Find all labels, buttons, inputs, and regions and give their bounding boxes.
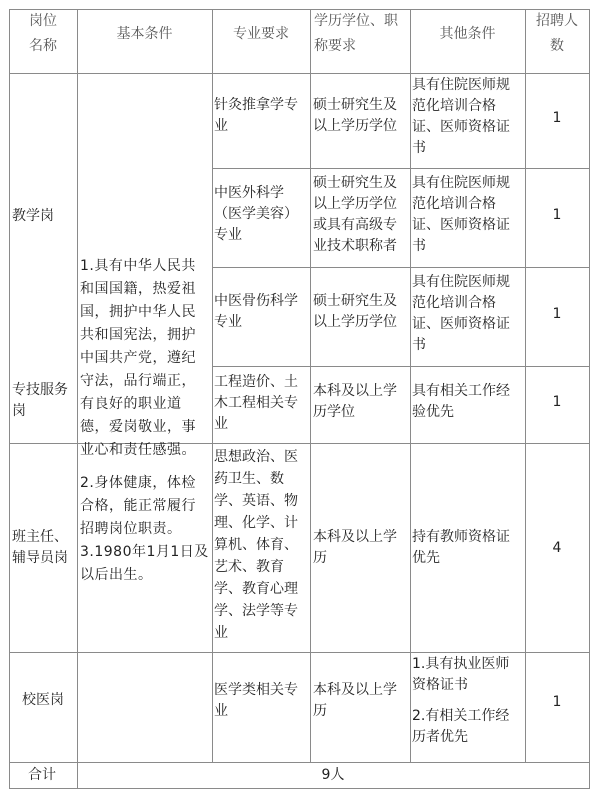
basic-line: 中国共产党，遵纪 bbox=[80, 350, 196, 366]
basic-line: 以后出生。 bbox=[80, 567, 153, 583]
basic-line: 3.1980年1月1日及 bbox=[80, 544, 209, 560]
row3-other: 具有住院医师规 范化培训合格 证、医师资格证 书 bbox=[412, 274, 510, 353]
basic-line: 有良好的职业道 bbox=[80, 396, 182, 412]
row4-degree: 本科及以上学 历学位 bbox=[313, 383, 397, 420]
row6-other: 1.具有执业医师 资格证书 2.有相关工作经 历者优先 bbox=[412, 656, 510, 745]
row1-degree: 硕士研究生及 以上学历学位 bbox=[313, 97, 397, 134]
row1-major: 针灸推拿学专 业 bbox=[214, 97, 298, 134]
header-basic: 基本条件 bbox=[116, 26, 173, 42]
header-major: 专业要求 bbox=[233, 26, 289, 42]
row6-degree: 本科及以上学 历 bbox=[313, 682, 397, 719]
row2-major: 中医外科学 （医学美容） 专业 bbox=[214, 185, 298, 243]
position-teaching: 教学岗 bbox=[12, 208, 54, 224]
total-value: 9人 bbox=[321, 767, 345, 783]
row1-count: 1 bbox=[552, 110, 562, 126]
row2-count: 1 bbox=[552, 207, 562, 223]
basic-line: 1.具有中华人民共 bbox=[80, 258, 196, 274]
basic-line: 合格，能正常履行 bbox=[80, 498, 196, 514]
header-other: 其他条件 bbox=[439, 26, 496, 42]
position-tech-service: 专技服务 岗 bbox=[12, 382, 68, 419]
basic-line: 共和国宪法，拥护 bbox=[80, 327, 196, 343]
row2-other: 具有住院医师规 范化培训合格 证、医师资格证 书 bbox=[412, 175, 510, 254]
basic-line: 守法，品行端正， bbox=[80, 373, 196, 389]
row5-degree: 本科及以上学 历 bbox=[313, 529, 397, 566]
row5-count: 4 bbox=[552, 540, 562, 556]
header-degree: 学历学位、职 称要求 bbox=[314, 13, 398, 54]
row4-major: 工程造价、土 木工程相关专 业 bbox=[214, 374, 298, 432]
row3-count: 1 bbox=[552, 306, 562, 322]
row3-degree: 硕士研究生及 以上学历学位 bbox=[313, 293, 397, 330]
row5-major: 思想政治、医 药卫生、数 学、英语、物 理、化学、计 算机、体育、 艺术、教育 学、教育心理 学、法学等专 业 bbox=[214, 449, 298, 641]
row6-major: 医学类相关专 业 bbox=[214, 682, 298, 719]
row5-other: 持有教师资格证 优先 bbox=[412, 529, 510, 566]
header-count: 招聘人 数 bbox=[536, 13, 578, 54]
row4-other: 具有相关工作经 验优先 bbox=[412, 383, 510, 420]
basic-line: 和国国籍，热爱祖 bbox=[80, 281, 196, 297]
basic-line: 业心和责任感强。 bbox=[80, 442, 196, 458]
position-class-teacher: 班主任、 辅导员岗 bbox=[12, 529, 68, 566]
row4-count: 1 bbox=[552, 394, 562, 410]
position-school-doctor: 校医岗 bbox=[22, 692, 64, 708]
row2-degree: 硕士研究生及 以上学历学位 或具有高级专 业技术职称者 bbox=[313, 175, 397, 254]
basic-line: 招聘岗位职责。 bbox=[80, 521, 182, 537]
row3-major: 中医骨伤科学 专业 bbox=[214, 293, 298, 330]
header-position: 岗位 名称 bbox=[29, 13, 57, 54]
basic-line: 国，拥护中华人民 bbox=[80, 304, 196, 320]
row1-other: 具有住院医师规 范化培训合格 证、医师资格证 书 bbox=[412, 77, 510, 156]
basic-conditions bbox=[80, 255, 209, 587]
basic-line: 德，爱岗敬业，事 bbox=[80, 419, 196, 435]
total-label: 合计 bbox=[28, 767, 56, 783]
row6-count: 1 bbox=[552, 694, 562, 710]
basic-line: 2.身体健康，体检 bbox=[80, 475, 196, 491]
